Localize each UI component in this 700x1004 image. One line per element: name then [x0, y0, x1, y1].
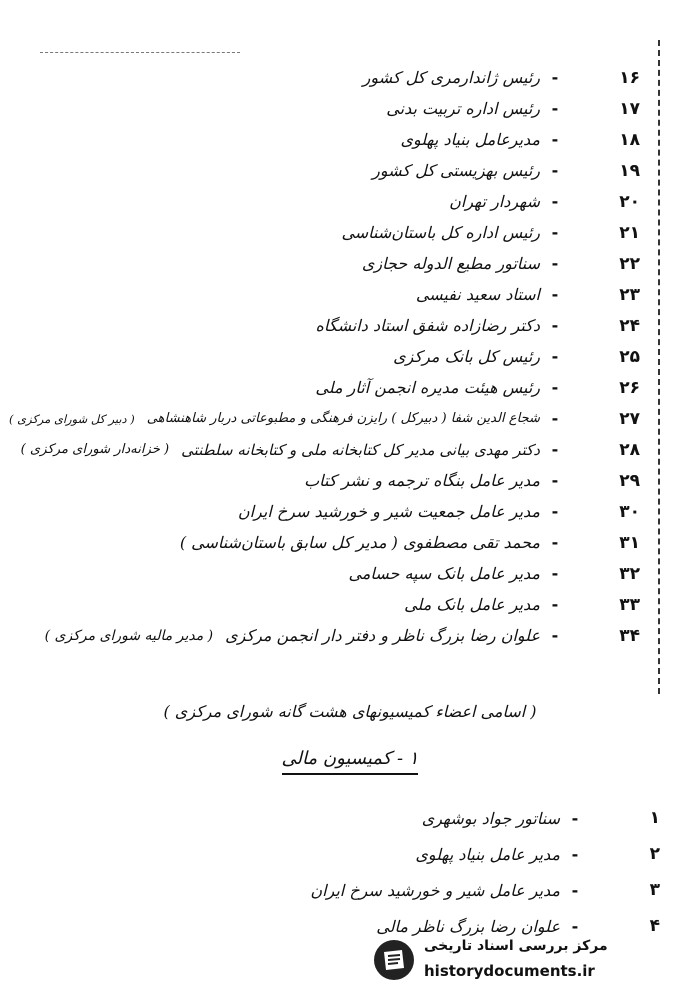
item-number: ۳۳	[619, 594, 640, 615]
item-dash: -	[551, 440, 559, 459]
item-dash: -	[551, 99, 559, 118]
item-dash: -	[571, 808, 579, 828]
list-item	[180, 872, 660, 908]
item-dash: -	[551, 409, 559, 428]
item-number: ۱۹	[619, 160, 640, 181]
section-subtitle	[0, 748, 700, 769]
item-dash: -	[551, 223, 559, 242]
item-text: دکتر مهدی بیانی مدیر کل کتابخانه ملی و کتابخانه سلطنتی	[181, 440, 540, 459]
item-dash: -	[551, 130, 559, 149]
item-text: رئیس اداره کل باستان‌شناسی	[341, 223, 540, 242]
item-note: ( مدیر مالیه شورای مرکزی )	[44, 627, 214, 644]
archive-logo-icon	[372, 938, 416, 982]
item-text: مدیر عامل بانک سپه حسامی	[348, 564, 540, 583]
item-number: ۲۴	[619, 315, 640, 336]
item-number: ۲۳	[619, 284, 640, 305]
item-number: ۲۱	[619, 222, 640, 243]
item-text: مدیر عامل شیر و خورشید سرخ ایران	[310, 880, 560, 900]
item-dash: -	[551, 316, 559, 335]
item-text: رئیس اداره تربیت بدنی	[386, 99, 540, 118]
item-number: ۳۱	[619, 532, 640, 553]
item-dash: -	[551, 161, 559, 180]
item-text: علوان رضا بزرگ ناظر و دفتر دار انجمن مرکزی	[225, 626, 540, 645]
item-note: ( خزانه‌دار شورای مرکزی )	[20, 442, 170, 457]
item-number: ۲۵	[619, 346, 640, 367]
item-text: سناتور جواد بوشهری	[421, 808, 560, 828]
item-number: ۲	[649, 844, 660, 864]
item-dash: -	[551, 68, 559, 87]
list-item	[20, 279, 640, 310]
item-number: ۲۸	[619, 439, 640, 460]
list-item	[20, 341, 640, 372]
list-item	[20, 62, 640, 93]
section-title: ( اسامی اعضاء کمیسیونهای هشت گانه شورای مرکزی )	[163, 702, 537, 721]
list-item	[9, 403, 640, 434]
list-item	[20, 496, 640, 527]
list-item	[20, 434, 640, 465]
item-text: رئیس هیئت مدیره انجمن آثار ملی	[315, 378, 540, 397]
list-item	[20, 186, 640, 217]
item-dash: -	[551, 533, 559, 552]
item-number: ۲۲	[619, 253, 640, 274]
item-dash: -	[551, 378, 559, 397]
item-text: شهردار تهران	[449, 192, 540, 211]
item-text: علوان رضا بزرگ ناظر مالی	[376, 916, 560, 936]
item-number: ۳۴	[619, 625, 640, 646]
item-text: مدیر عامل بنیاد پهلوی	[415, 844, 560, 864]
item-text: مدیر عامل جمعیت شیر و خورشید سرخ ایران	[237, 502, 540, 521]
item-dash: -	[551, 626, 559, 645]
top-dashed-line	[40, 52, 240, 53]
archive-name: مرکز بررسی اسناد تاریخی	[424, 938, 608, 954]
item-dash: -	[551, 502, 559, 521]
item-number: ۳	[649, 880, 660, 900]
item-number: ۱۷	[619, 98, 640, 119]
list-item	[180, 836, 660, 872]
list-item	[20, 558, 640, 589]
list-item	[180, 800, 660, 836]
list-item	[20, 372, 640, 403]
item-text: مدیر عامل بانک ملی	[404, 595, 540, 614]
item-number: ۱	[649, 808, 660, 828]
item-text: رئیس بهزیستی کل کشور	[372, 161, 540, 180]
item-number: ۱۸	[619, 129, 640, 150]
list-item	[20, 93, 640, 124]
item-number: ۲۶	[619, 377, 640, 398]
item-text: استاد سعید نفیسی	[415, 285, 540, 304]
item-number: ۲۷	[619, 408, 640, 429]
list-item	[20, 217, 640, 248]
item-text: رئیس کل بانک مرکزی	[393, 347, 540, 366]
commission-list	[180, 800, 660, 944]
item-text: مدیر عامل بنگاه ترجمه و نشر کتاب	[304, 471, 540, 490]
item-dash: -	[551, 347, 559, 366]
margin-dashed-line	[658, 40, 660, 694]
item-number: ۴	[649, 916, 660, 936]
item-number: ۳۰	[619, 501, 640, 522]
item-dash: -	[571, 844, 579, 864]
item-text: مدیرعامل بنیاد پهلوی	[400, 130, 540, 149]
list-item	[20, 527, 640, 558]
item-text: دکتر رضازاده شفق استاد دانشگاه	[315, 316, 540, 335]
watermark-footer	[372, 936, 672, 986]
item-dash: -	[551, 595, 559, 614]
subtitle-text: ۱ - کمیسیون مالی	[282, 748, 419, 775]
item-text: شجاع الدین شفا ( دبیرکل ) رایزن فرهنگی و مطبوعاتی دربار شاهنشاهی	[146, 411, 540, 426]
list-item	[20, 248, 640, 279]
list-item	[20, 620, 640, 651]
item-note: ( دبیر کل شورای مرکزی )	[9, 411, 135, 426]
list-item	[20, 155, 640, 186]
item-text: رئیس ژاندارمری کل کشور	[362, 68, 540, 87]
item-dash: -	[551, 192, 559, 211]
item-dash: -	[551, 564, 559, 583]
item-number: ۱۶	[619, 67, 640, 88]
item-number: ۳۲	[619, 563, 640, 584]
archive-url[interactable]: historydocuments.ir	[424, 962, 595, 980]
list-item	[20, 589, 640, 620]
item-dash: -	[551, 285, 559, 304]
item-dash: -	[571, 880, 579, 900]
item-dash: -	[551, 471, 559, 490]
item-number: ۲۹	[619, 470, 640, 491]
item-text: سناتور مطیع الدوله حجازی	[361, 254, 540, 273]
member-list	[9, 62, 640, 651]
list-item	[20, 124, 640, 155]
list-item	[20, 465, 640, 496]
item-number: ۲۰	[619, 191, 640, 212]
item-dash: -	[571, 916, 579, 936]
item-dash: -	[551, 254, 559, 273]
item-text: محمد تقی مصطفوی ( مدیر کل سابق باستان‌شناسی )	[179, 533, 540, 552]
list-item	[20, 310, 640, 341]
